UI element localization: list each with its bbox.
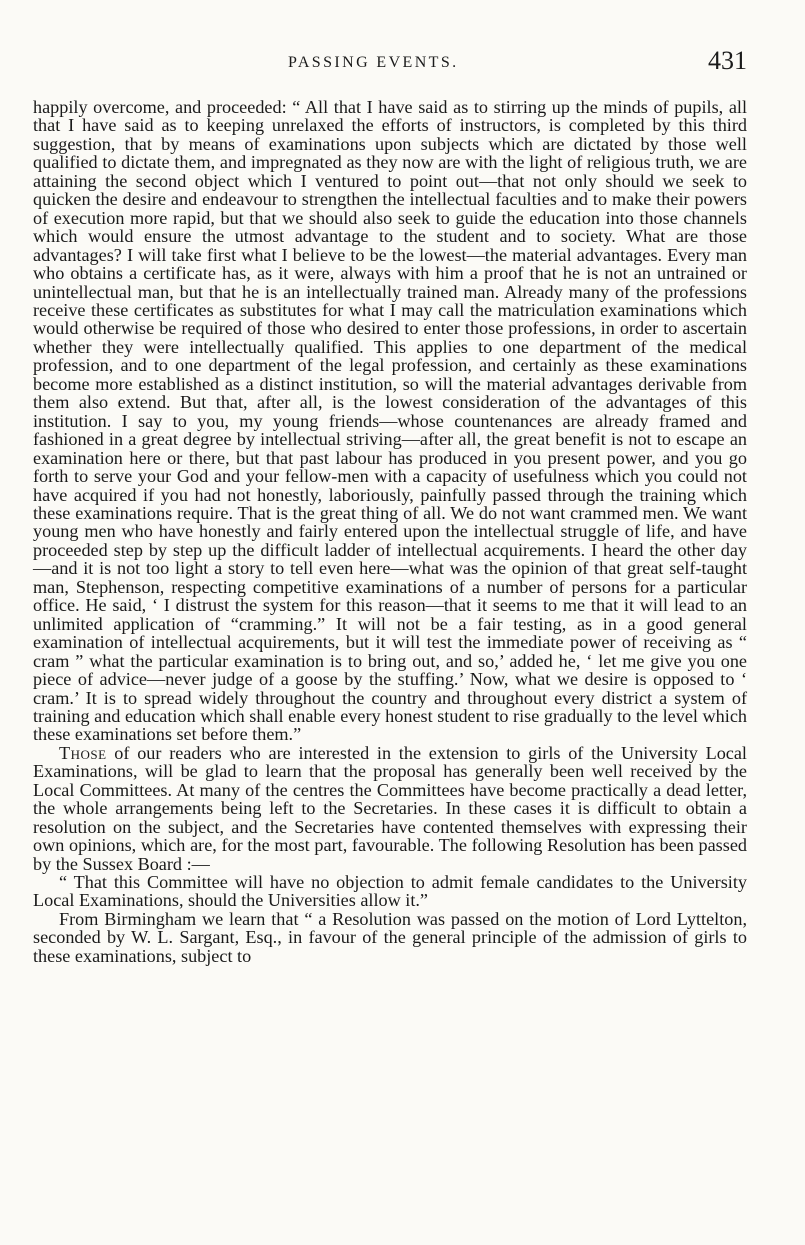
running-head: PASSING EVENTS.	[288, 54, 459, 71]
page-header	[33, 44, 747, 98]
paragraph-speech-continuation: happily overcome, and proceeded: “ All that I have said as to stirring up the minds of pupils, all that I have said as to keeping unrelaxed the efforts of instructors, is completed by this third suggestion, that by means of examinations upon subjects which are dictated by those well qualified to dictate them, and impregnated as they now are with the light of religious truth, we are attaining the second object which I ventured to point out—that not only should we seek to quicken the desire and endeavour to strengthen the intellectual faculties and to make their powers of execution more rapid, but that we should also seek to guide the education into those channels which would ensure the utmost advantage to the student and to society. What are those advantages? I will take first what I believe to be the lowest—the material advantages. Every man who obtains a certificate has, as it were, always with him a proof that he is not an untrained or unintellectual man, but that he is an intellectually trained man. Already many of the professions receive these certificates as substitutes for what I may call the matriculation examinations which would otherwise be required of those who desired to enter those professions, in order to ascertain whether they were intellectually qualified. This applies to one department of the medical profession, and to one department of the legal profession, and certainly as these examinations become more established as a distinct institution, so will the material advantages derivable from them also extend. But that, after all, is the lowest consideration of the advantages of this institution. I say to you, my young friends—whose countenances are already framed and fashioned in a great degree by intellectual striving—after all, the great benefit is not to escape an examination here or there, but that past labour has produced in you present power, and you go forth to serve your God and your fellow-men with a capacity of usefulness which you could not have acquired if you had not honestly, laboriously, painfully passed through the training which these examinations require. That is the great thing of all. We do not want crammed men. We want young men who have honestly and fairly entered upon the intellectual struggle of life, and have proceeded step by step up the difficult ladder of intellectual acquirements. I heard the other day —and it is not too light a story to tell even here—what was the opinion of that great self-taught man, Stephenson, respecting competitive examinations of a number of persons for a particular office. He said, ‘ I distrust the system for this reason—that it seems to me that it will lead to an unlimited application of “cramming.” It will not be a fair testing, as in a good general examination of intellectual acquirements, but it will test the immediate power of receiving as “ cram ” what the particular examination is to bring out, and so,’ added he, ‘ let me give you one piece of advice—never judge of a goose by the stuffing.’ Now, what we desire is opposed to ‘ cram.’ It is to spread widely throughout the country and throughout every district a system of training and education which shall enable every honest student to rise gradually to the level which these examinations set before them.”	[33, 97, 747, 745]
paragraph-lead-word: Those	[59, 742, 107, 763]
page-number: 431	[708, 46, 747, 75]
paragraph-sussex-resolution: “ That this Committee will have no objection to admit female candidates to the University Local Examinations, should the Universities allow it.”	[33, 872, 747, 911]
paragraph-birmingham: From Birmingham we learn that “ a Resolution was passed on the motion of Lord Lyttelton, seconded by W. L. Sargant, Esq., in favour of the general principle of the admission of girls to these examinations, subject to	[33, 908, 747, 966]
paragraph-local-examinations	[33, 744, 747, 873]
paragraph-body: of our readers who are interested in the extension to girls of the University Local Examinations, will be glad to learn that the proposal has generally been well received by the Local Committees. At many of the centres the Committees have become practically a dead letter, the whole arrangements being left to the Secretaries. In these cases it is difficult to obtain a resolution on the subject, and the Secretaries have contented themselves with expressing their own opinions, which are, for the most part, favourable. The following Resolution has been passed by the Sussex Board :—	[33, 742, 747, 874]
article-body	[33, 98, 747, 965]
